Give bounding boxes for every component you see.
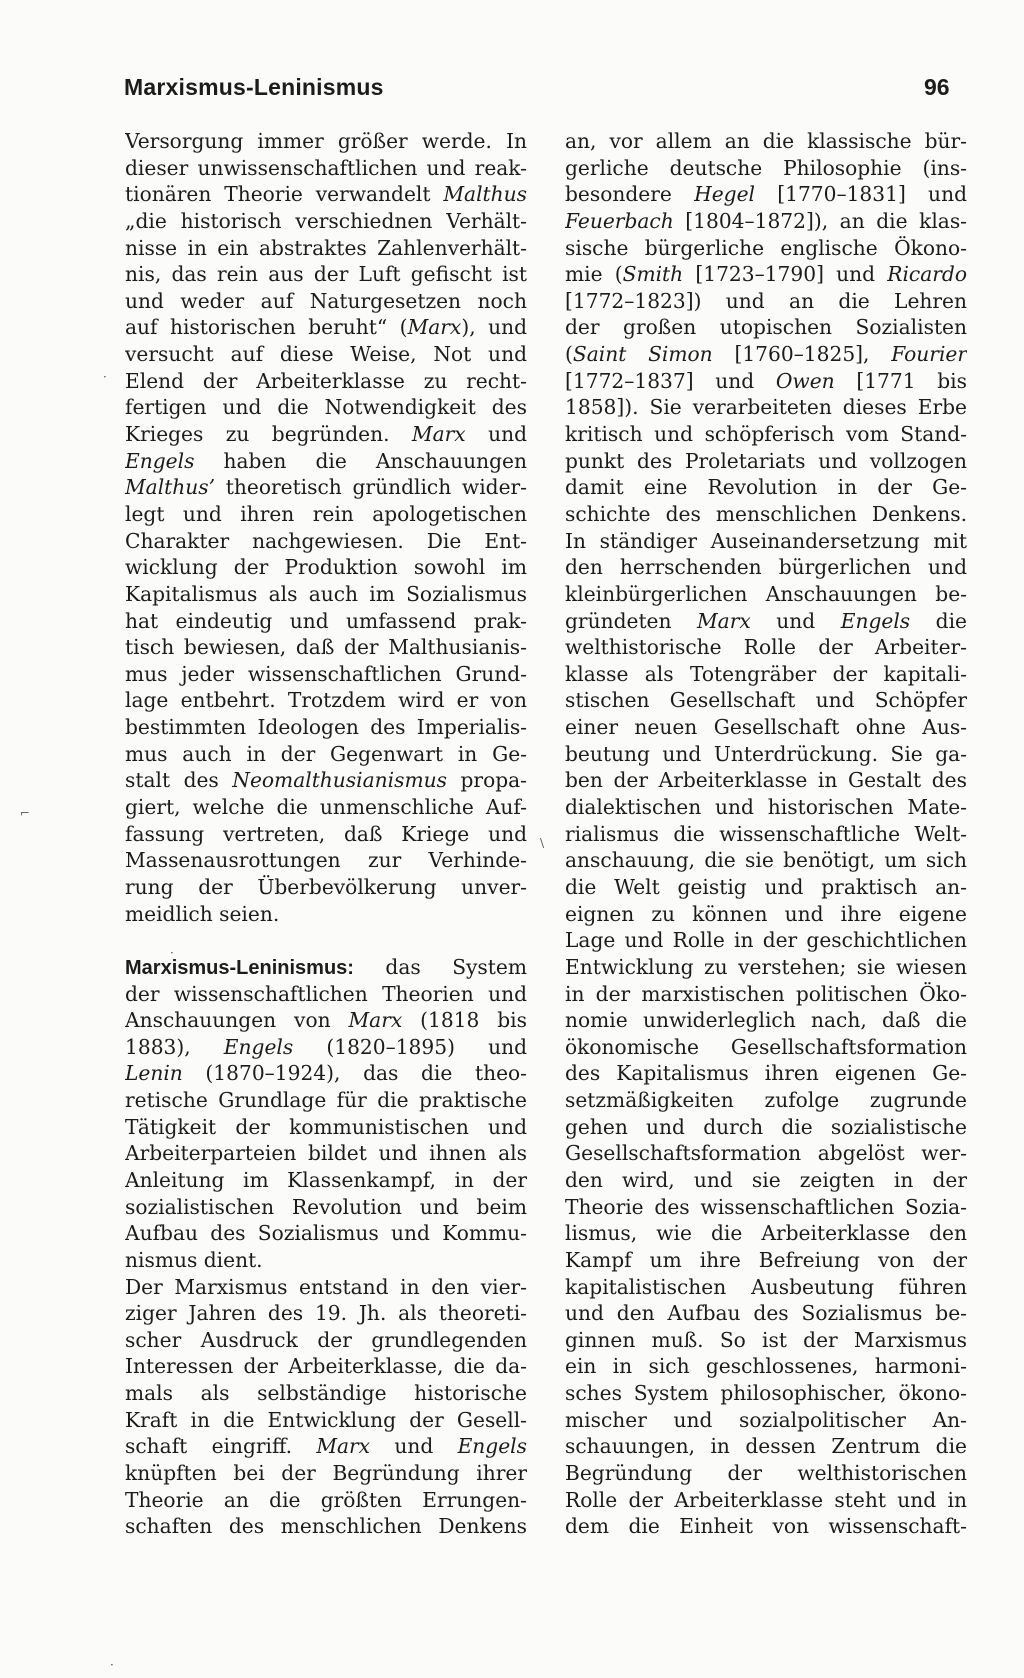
text-line: auf historischen beruht“ (Marx), und xyxy=(125,315,527,340)
text-line: Versorgung immer größer werde. In xyxy=(125,129,527,153)
text-line: Rolle der Arbeiterklasse steht und in xyxy=(565,1487,967,1512)
text-line: hat eindeutig und umfassend prak- xyxy=(125,608,527,633)
text-line: 1883), Engels (1820–1895) und xyxy=(125,1034,527,1059)
text-line: „die historisch verschiednen Verhält- xyxy=(125,208,527,233)
text-line: sches System philosophischer, ökono- xyxy=(565,1381,967,1406)
text-line: tionären Theorie verwandelt Malthus xyxy=(125,182,527,207)
text-line: ziger Jahren des 19. Jh. als theoreti- xyxy=(125,1301,527,1326)
text-line: die Welt geistig und praktisch an- xyxy=(565,874,967,899)
text-line: schichte des menschlichen Denkens. xyxy=(565,501,967,526)
text-line: nisse in ein abstraktes Zahlenverhält- xyxy=(125,235,527,260)
text-line: ginnen muß. So ist der Marxismus xyxy=(565,1327,967,1352)
text-line: Massenausrottungen zur Verhinde- xyxy=(125,848,527,873)
text-line: Krieges zu begründen. Marx und xyxy=(125,422,527,447)
text-line: der großen utopischen Sozialisten xyxy=(565,315,967,340)
text-line: Anschauungen von Marx (1818 bis xyxy=(125,1008,527,1033)
text-line: mals als selbständige historische xyxy=(125,1381,527,1406)
text-line: Arbeiterparteien bildet und ihnen als xyxy=(125,1141,527,1166)
text-line: (Saint Simon [1760–1825], Fourier xyxy=(565,342,967,367)
text-line: [1772–1823]) und an die Lehren xyxy=(565,288,967,313)
text-line: giert, welche die unmenschliche Auf- xyxy=(125,795,527,820)
text-line: welthistorische Rolle der Arbeiter- xyxy=(565,635,967,660)
text-line: fassung vertreten, daß Kriege und xyxy=(125,821,527,846)
text-line: setzmäßigkeiten zufolge zugrunde xyxy=(565,1088,967,1113)
text-line: damit eine Revolution in der Ge- xyxy=(565,475,967,500)
text-line: anschauung, die sie benötigt, um sich xyxy=(565,848,967,873)
text-line: gerliche deutsche Philosophie (ins- xyxy=(565,155,967,180)
text-line: meidlich seien. xyxy=(125,901,280,926)
scan-speck: · xyxy=(170,946,174,960)
text-line: sische bürgerliche englische Ökono- xyxy=(565,235,967,260)
text-line: Feuerbach [1804–1872]), an die klas- xyxy=(565,208,967,233)
text-line: fertigen und die Notwendigkeit des xyxy=(125,395,527,420)
text-line: rung der Überbevölkerung unver- xyxy=(125,874,527,899)
text-line: in der marxistischen politischen Öko- xyxy=(565,981,967,1006)
text-line: knüpften bei der Begründung ihrer xyxy=(125,1461,527,1486)
text-line: der wissenschaftlichen Theorien und xyxy=(125,981,527,1006)
running-head-title: Marxismus-Leninismus xyxy=(124,74,384,100)
text-line: kleinbürgerlichen Anschauungen be- xyxy=(565,581,967,606)
text-line: und weder auf Naturgesetzen noch xyxy=(125,288,527,313)
text-line: Theorie des wissenschaftlichen Sozia- xyxy=(565,1194,967,1219)
text-line: Anleitung im Klassenkampf, in der xyxy=(125,1167,527,1192)
text-line: Elend der Arbeiterklasse zu recht- xyxy=(125,368,527,393)
text-line: lismus, wie die Arbeiterklasse den xyxy=(565,1221,967,1246)
text-line: Interessen der Arbeiterklasse, die da- xyxy=(125,1354,527,1379)
text-line: legt und ihren rein apologetischen xyxy=(125,501,527,526)
text-line: In ständiger Auseinandersetzung mit xyxy=(565,528,967,553)
scan-speck: · xyxy=(110,1658,114,1672)
text-line: mie (Smith [1723–1790] und Ricardo xyxy=(565,262,967,287)
text-line: klasse als Totengräber der kapitali- xyxy=(565,661,967,686)
text-line: Theorie an die größten Errungen- xyxy=(125,1487,527,1512)
text-line: Tätigkeit der kommunistischen und xyxy=(125,1114,527,1139)
text-line: scher Ausdruck der grundlegenden xyxy=(125,1327,527,1352)
text-line: dieser unwissenschaftlichen und reak- xyxy=(125,155,527,180)
text-line: bestimmten Ideologen des Imperialis- xyxy=(125,715,527,740)
text-line: wicklung der Produktion sowohl im xyxy=(125,555,527,580)
text-line: schauungen, in dessen Zentrum die xyxy=(565,1434,967,1459)
left-column xyxy=(125,128,527,1540)
text-line: Kampf um ihre Befreiung von der xyxy=(565,1247,967,1272)
text-line: lage entbehrt. Trotzdem wird er von xyxy=(125,688,527,713)
text-line: mus jeder wissenschaftlichen Grund- xyxy=(125,661,527,686)
text-line: Entwicklung zu verstehen; sie wiesen xyxy=(565,954,967,979)
text-line: einer neuen Gesellschaft ohne Aus- xyxy=(565,715,967,740)
text-line: punkt des Proletariats und vollzogen xyxy=(565,448,967,473)
text-line: besondere Hegel [1770–1831] und xyxy=(565,182,967,207)
text-line: tisch bewiesen, daß der Malthusianis- xyxy=(125,635,527,660)
text-line: an, vor allem an die klassische bür- xyxy=(565,129,967,153)
text-line: stalt des Neomalthusianismus propa- xyxy=(125,768,527,793)
text-line: beutung und Unterdrückung. Sie ga- xyxy=(565,741,967,766)
text-line: und den Aufbau des Sozialismus be- xyxy=(565,1301,967,1326)
text-line: Charakter nachgewiesen. Die Ent- xyxy=(125,528,527,553)
text-line: dialektischen und historischen Mate- xyxy=(565,795,967,820)
text-line: ben der Arbeiterklasse in Gestalt des xyxy=(565,768,967,793)
text-line: Aufbau des Sozialismus und Kommu- xyxy=(125,1221,527,1246)
text-line: versucht auf diese Weise, Not und xyxy=(125,342,527,367)
text-line: mischer und sozialpolitischer An- xyxy=(565,1407,967,1432)
text-line: nis, das rein aus der Luft gefischt ist xyxy=(125,262,527,287)
text-line: Gesellschaftsformation abgelöst wer- xyxy=(565,1141,967,1166)
text-line: gründeten Marx und Engels die xyxy=(565,608,967,633)
text-line: Lage und Rolle in der geschichtlichen xyxy=(565,928,967,953)
text-line: rialismus die wissenschaftliche Welt- xyxy=(565,821,967,846)
text-line: Malthus’ theoretisch gründlich wider- xyxy=(125,475,527,500)
text-line: stischen Gesellschaft und Schöpfer xyxy=(565,688,967,713)
right-column xyxy=(565,128,967,1540)
text-line: des Kapitalismus ihren eigenen Ge- xyxy=(565,1061,967,1086)
text-line: Der Marxismus entstand in den vier- xyxy=(125,1274,527,1299)
text-line: 1858]). Sie verarbeiteten dieses Erbe xyxy=(565,395,967,420)
text-line: den wird, und sie zeigten in der xyxy=(565,1167,967,1192)
text-line: ein in sich geschlossenes, harmoni- xyxy=(565,1354,967,1379)
text-line: Kraft in die Entwicklung der Gesell- xyxy=(125,1407,527,1432)
text-line: den herrschenden bürgerlichen und xyxy=(565,555,967,580)
text-line: nismus dient. xyxy=(125,1247,263,1272)
text-line: kapitalistischen Ausbeutung führen xyxy=(565,1274,967,1299)
text-line: Engels haben die Anschauungen xyxy=(125,448,527,473)
scan-speck: · xyxy=(103,370,107,384)
text-line: Lenin (1870–1924), das die theo- xyxy=(125,1061,527,1086)
scan-speck: \ xyxy=(540,836,545,850)
text-line: schaft eingriff. Marx und Engels xyxy=(125,1434,527,1459)
text-line: Kapitalismus als auch im Sozialismus xyxy=(125,581,527,606)
text-line: schaften des menschlichen Denkens xyxy=(125,1514,527,1539)
text-line: retische Grundlage für die praktische xyxy=(125,1088,527,1113)
text-line: Begründung der welthistorischen xyxy=(565,1461,967,1486)
entry-first-line: Marxismus-Leninismus: das System xyxy=(125,954,527,979)
text-line: gehen und durch die sozialistische xyxy=(565,1114,967,1139)
entry-lemma: Marxismus-Leninismus: xyxy=(125,956,354,979)
scan-speck: ⌐ xyxy=(20,806,31,820)
text-line: sozialistischen Revolution und beim xyxy=(125,1194,527,1219)
text-line: kritisch und schöpferisch vom Stand- xyxy=(565,422,967,447)
text-line: nomie unwiderleglich nach, daß die xyxy=(565,1008,967,1033)
text-line: dem die Einheit von wissenschaft- xyxy=(565,1514,967,1539)
text-line: [1772–1837] und Owen [1771 bis xyxy=(565,368,967,393)
page-number: 96 xyxy=(924,74,950,100)
text-line: eignen zu können und ihre eigene xyxy=(565,901,967,926)
text-line: ökonomische Gesellschaftsformation xyxy=(565,1034,967,1059)
text-line: mus auch in der Gegenwart in Ge- xyxy=(125,741,527,766)
